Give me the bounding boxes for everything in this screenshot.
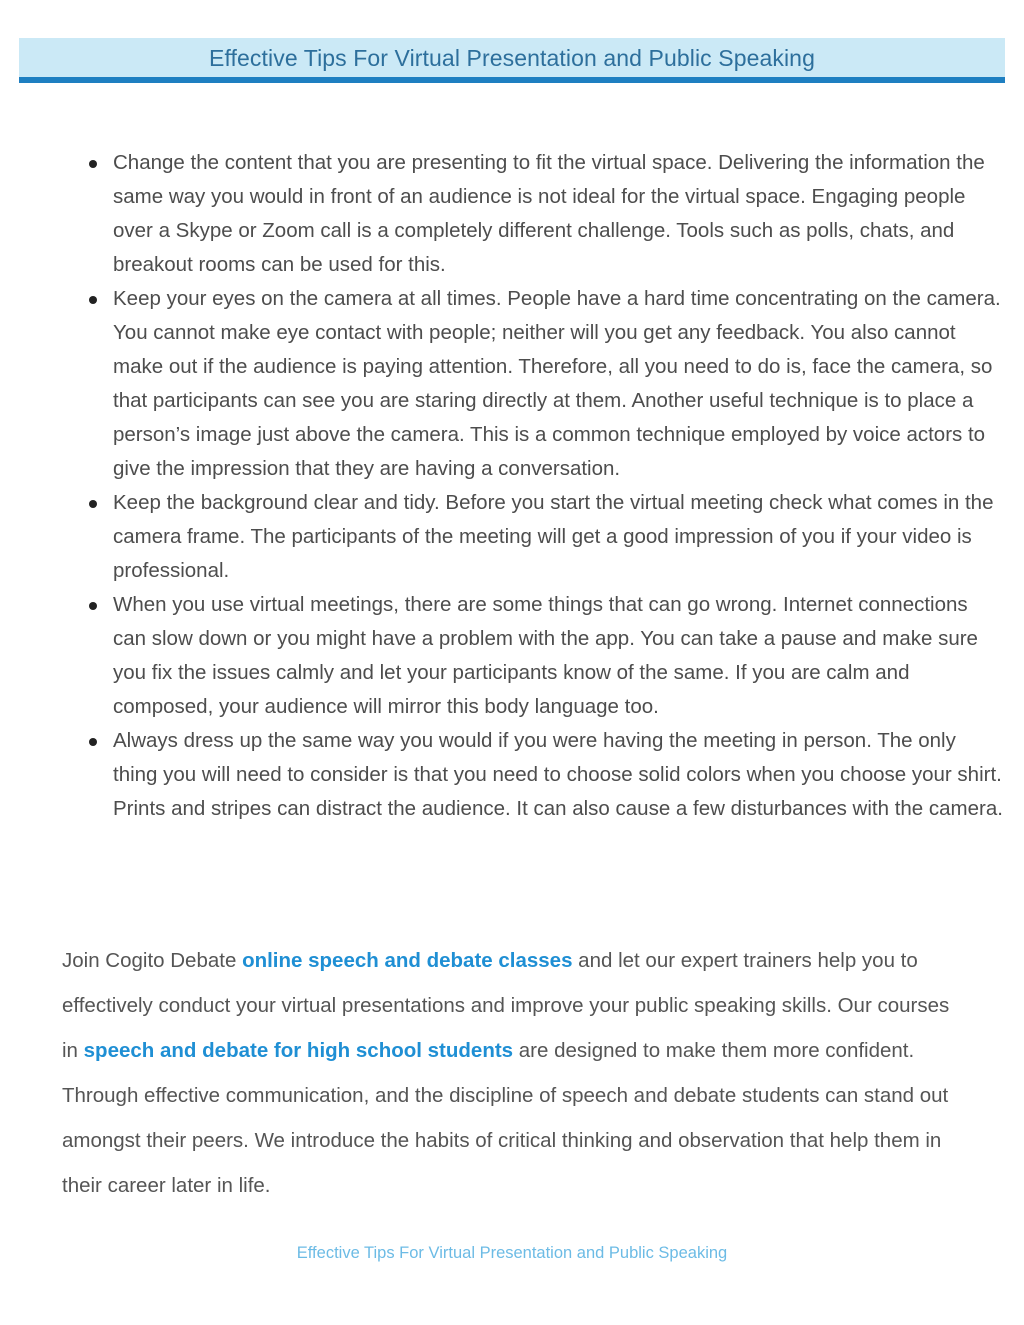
page-footer: Effective Tips For Virtual Presentation and Public Speaking — [296, 1244, 728, 1262]
closing-text-part1: Join Cogito Debate — [62, 949, 243, 972]
high-school-debate-link[interactable]: speech and debate for high school students — [83, 1039, 514, 1062]
list-item-camera-tip: Keep your eyes on the camera at all times. People have a hard time concentrating on the camera. You cannot make eye contact with people; neither will you get any feedback. You also cannot make out if the audience is paying attention. Therefore, all you need to do is, face the camera, so that participants can see you are staring directly at them. Another useful technique is to place a person’s image just above the camera. This is a common technique employed by voice actors to give the impression that they are having a conversation. — [113, 282, 1003, 486]
online-classes-link[interactable]: online speech and debate classes — [242, 949, 573, 972]
page-header — [19, 38, 1005, 83]
closing-text-part2: and let our expert trainers help you to effectively conduct your virtual presentations and improve your public speaking skills. Our courses in — [62, 949, 950, 1062]
closing-paragraph — [62, 938, 962, 1208]
closing-text-part3: are designed to make them more confident. Through effective communication, and the discipline of speech and debate students can stand out amongst their peers. We introduce the habits of critical thinking and observation that help them in their career later in life. — [62, 1039, 949, 1197]
tips-list — [88, 146, 1003, 826]
list-item-background-tip: Keep the background clear and tidy. Before you start the virtual meeting check what comes in the camera frame. The participants of the meeting will get a good impression of you if your video is professional. — [113, 486, 1003, 588]
list-item-issues-tip: When you use virtual meetings, there are some things that can go wrong. Internet connections can slow down or you might have a problem with the app. You can take a pause and make sure you fix the issues calmly and let your participants know of the same. If you are calm and composed, your audience will mirror this body language too. — [113, 588, 1003, 724]
page-title: Effective Tips For Virtual Presentation and Public Speaking — [209, 45, 815, 71]
list-item-dress-tip: Always dress up the same way you would if you were having the meeting in person. The only thing you will need to consider is that you need to choose solid colors when you choose your shirt. Prints and stripes can distract the audience. It can also cause a few disturbances with the camera. — [113, 724, 1003, 826]
list-item-content-tip: Change the content that you are presenting to fit the virtual space. Delivering the information the same way you would in front of an audience is not ideal for the virtual space. Engaging people over a Skype or Zoom call is a completely different challenge. Tools such as polls, chats, and breakout rooms can be used for this. — [113, 146, 1003, 282]
